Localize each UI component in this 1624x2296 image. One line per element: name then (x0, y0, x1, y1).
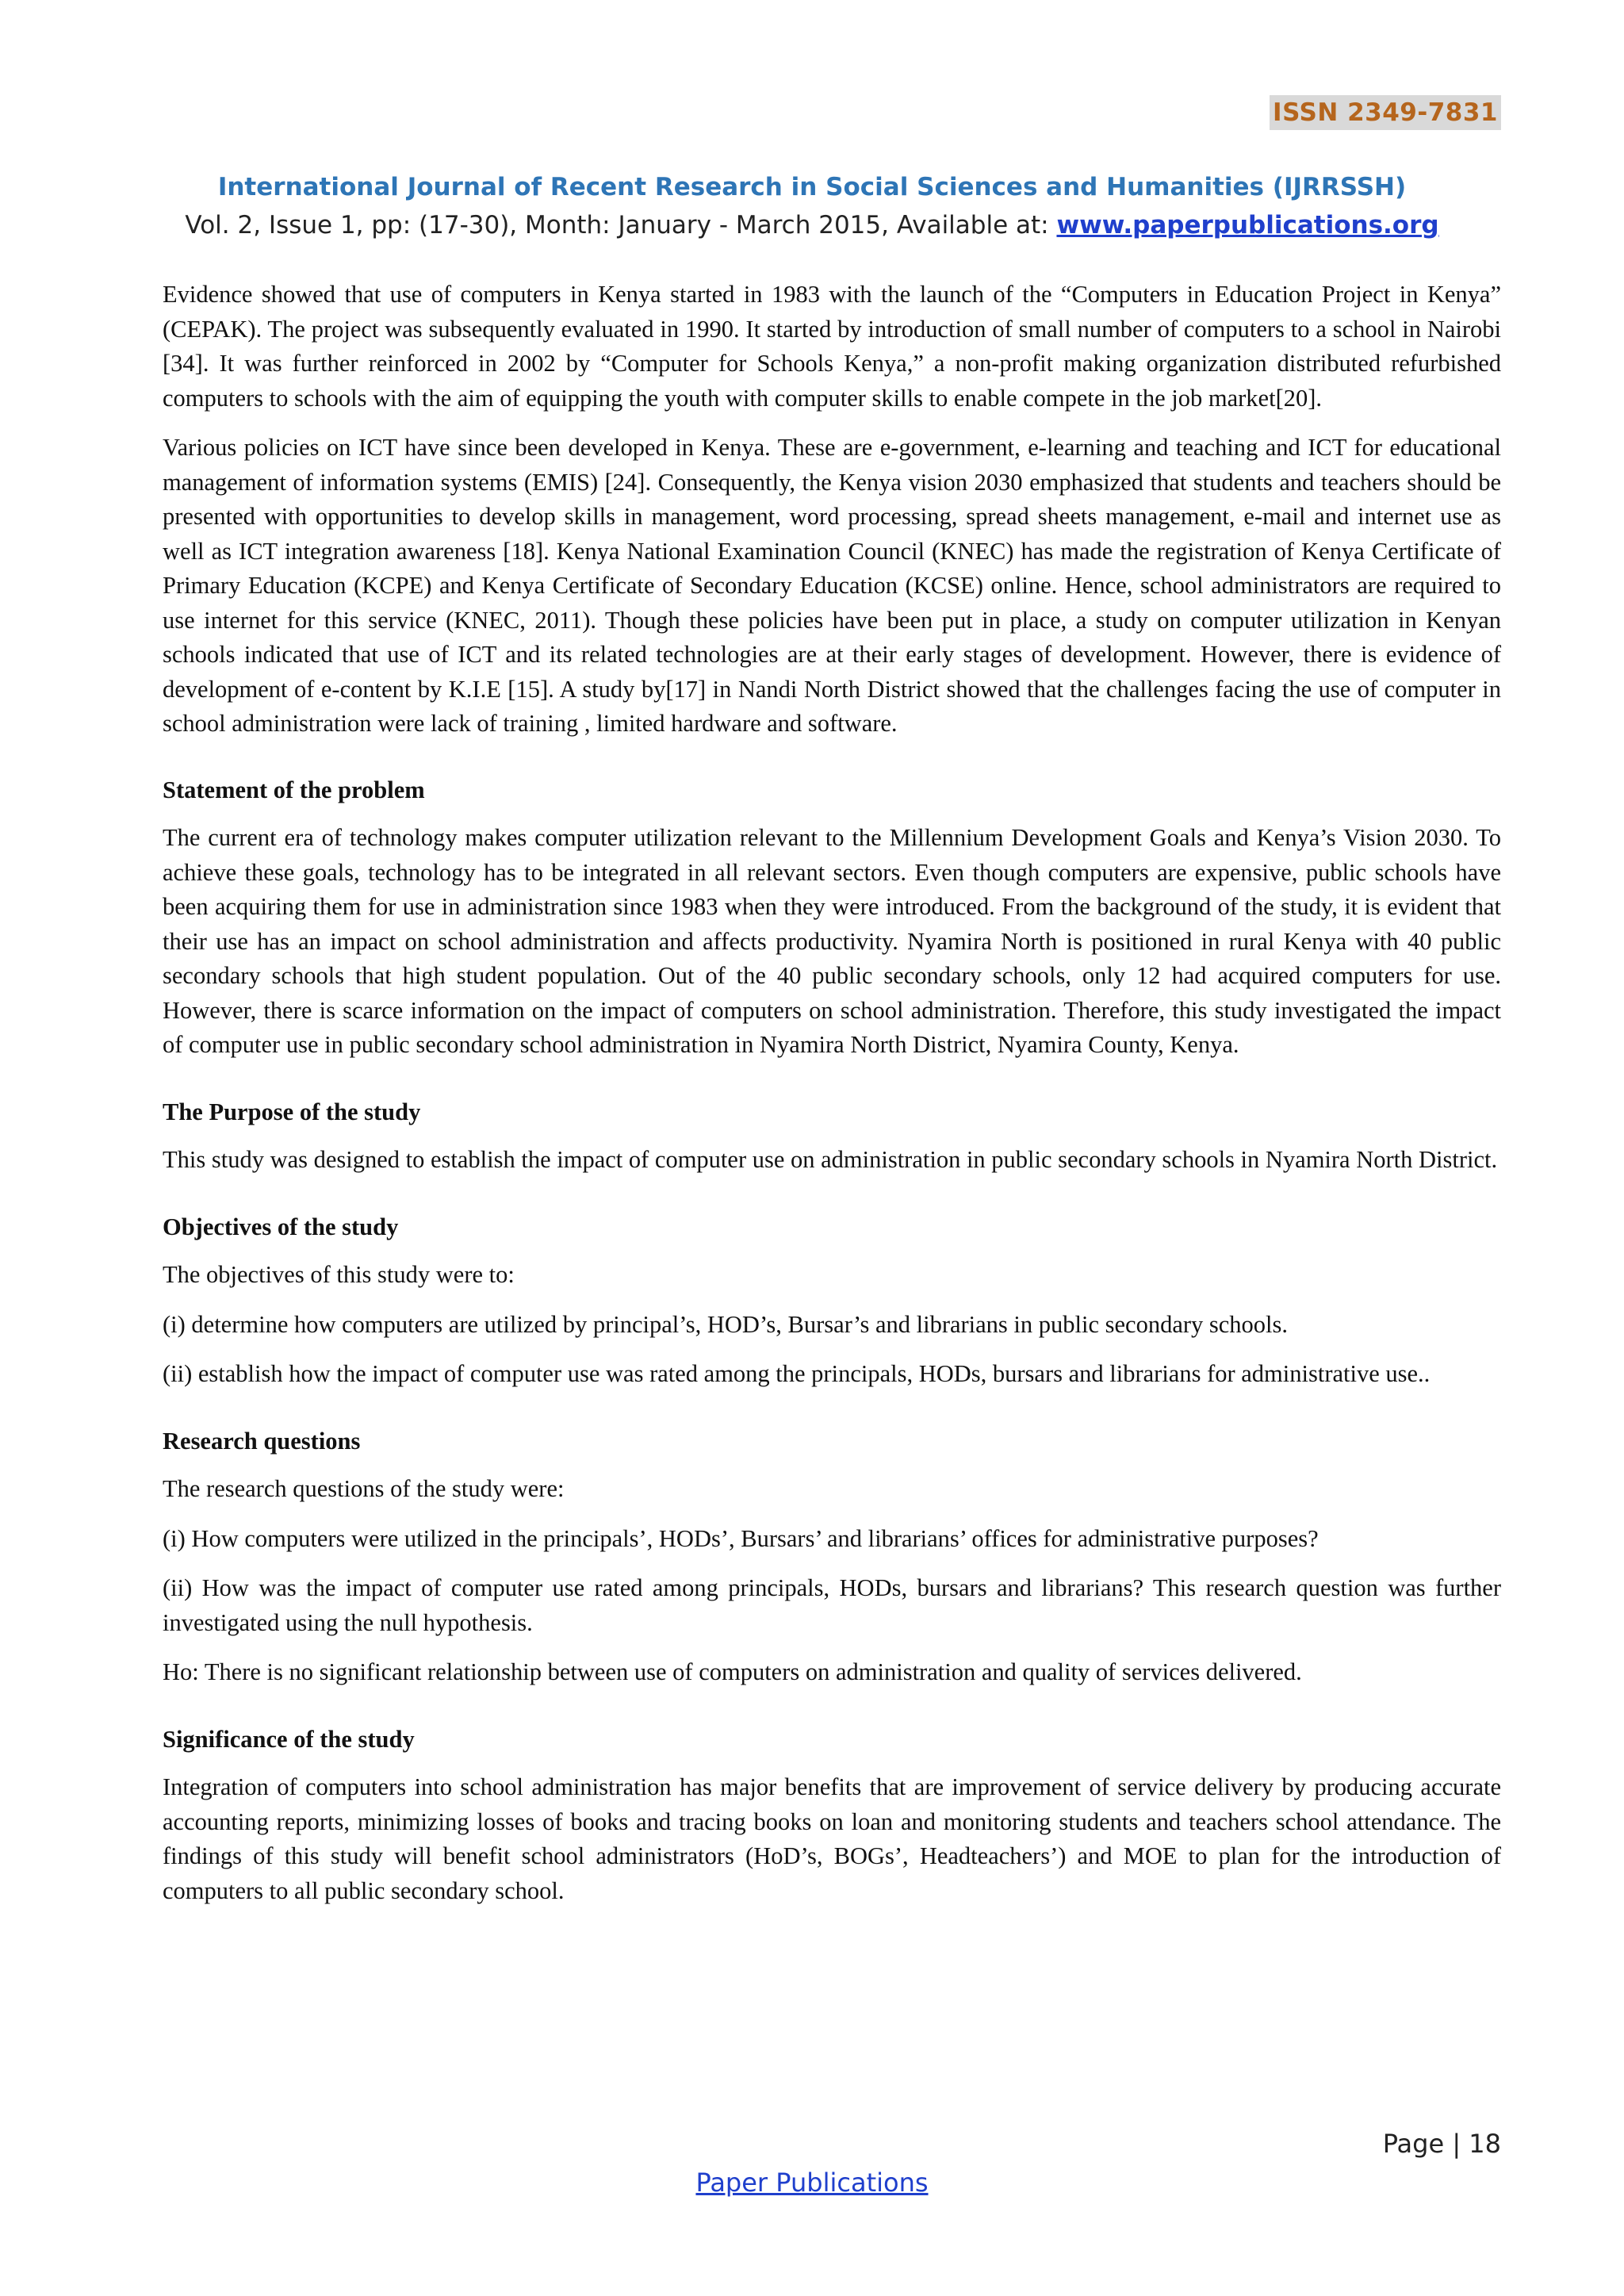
section-heading-problem: Statement of the problem (163, 776, 425, 803)
paragraph: This study was designed to establish the impact of computer use on administration in public secondary schools in Nyamira North District. (163, 1146, 1498, 1173)
section-heading-questions: Research questions (163, 1427, 361, 1455)
list-item: (ii) establish how the impact of computer use was rated among the principals, HODs, bursars and librarians for administrative use.. (163, 1360, 1431, 1387)
list-item: (i) determine how computers are utilized by principal’s, HOD’s, Bursar’s and librarians in public secondary schools. (163, 1310, 1289, 1338)
issn-badge: ISSN 2349-7831 (1270, 95, 1501, 130)
footer (0, 2168, 1624, 2198)
paragraph: The research questions of the study were: (163, 1475, 565, 1502)
journal-url-link[interactable]: www.paperpublications.org (1056, 211, 1439, 240)
journal-title: International Journal of Recent Research in Social Sciences and Humanities (IJRRSSH) (217, 173, 1407, 201)
section-heading-significance: Significance of the study (163, 1725, 415, 1753)
paragraph: Various policies on ICT have since been developed in Kenya. These are e-government, e-learning and teaching and ICT for educational management of information systems (EMIS) [24]. Consequently, the Kenya vision 2030 emphasized that students and teachers should be presented with opportunities to develop skills in management, word processing, spread sheets management, e-mail and internet use as well as ICT integration awareness [18]. Kenya National Examination Council (KNEC) has made the registration of Kenya Certificate of Primary Education (KCPE) and Kenya Certificate of Secondary Education (KCSE) online. Hence, school administrators are required to use internet for this service (KNEC, 2011). Though these policies have been put in place, a study on computer utilization in Kenyan schools indicated that use of ICT and its related technologies are at their early stages of development. However, there is evidence of development of e-content by K.I.E [15]. A study by[17] in Nandi North District showed that the challenges facing the use of computer in school administration were lack of training , limited hardware and software. (163, 434, 1501, 737)
paragraph: The objectives of this study were to: (163, 1261, 515, 1288)
paragraph: The current era of technology makes computer utilization relevant to the Millennium Development Goals and Kenya’s Vision 2030. To achieve these goals, technology has to be integrated in all relevant sectors. Even though computers are expensive, public schools have been acquiring them for use in administration since 1983 when they were introduced. From the background of the study, it is evident that their use has an impact on school administration and affects productivity. Nyamira North is positioned in rural Kenya with 40 public secondary schools that high student population. Out of the 40 public secondary schools, only 12 had acquired computers for use. However, there is scarce information on the impact of computers on school administration. Therefore, this study investigated the impact of computer use in public secondary school administration in Nyamira North District, Nyamira County, Kenya. (163, 824, 1501, 1058)
list-item: (i) How computers were utilized in the principals’, HODs’, Bursars’ and librarians’ offices for administrative purposes? (163, 1524, 1319, 1552)
page-number: Page | 18 (1382, 2129, 1501, 2159)
journal-meta (0, 211, 1624, 240)
journal-meta-text: Vol. 2, Issue 1, pp: (17-30), Month: January - March 2015, Available at: (185, 211, 1057, 240)
paragraph: Integration of computers into school administration has major benefits that are improvement of service delivery by producing accurate accounting reports, minimizing losses of books and tracing books on loan and monitoring students and teachers school attendance. The findings of this study will benefit school administrators (HoD’s, BOGs’, Headteachers’) and MOE to plan for the introduction of computers to all public secondary school. (163, 1773, 1501, 1904)
section-heading-objectives: Objectives of the study (163, 1213, 399, 1240)
section-heading-purpose: The Purpose of the study (163, 1098, 421, 1125)
publisher-link[interactable]: Paper Publications (695, 2168, 929, 2198)
article-body (163, 278, 1501, 1923)
paragraph: Evidence showed that use of computers in Kenya started in 1983 with the launch of the “Computers in Education Project in Kenya” (CEPAK). The project was subsequently evaluated in 1990. It started by introduction of small number of computers to a school in Nairobi [34]. It was further reinforced in 2002 by “Computer for Schools Kenya,” a non-profit making organization distributed refurbished computers to schools with the aim of equipping the youth with computer skills to enable compete in the job market[20]. (163, 281, 1501, 412)
list-item: (ii) How was the impact of computer use rated among principals, HODs, bursars and librarians? This research question was further investigated using the null hypothesis. (163, 1574, 1501, 1636)
hypothesis-text: Ho: There is no significant relationship between use of computers on administration and quality of services delivered. (163, 1658, 1302, 1685)
